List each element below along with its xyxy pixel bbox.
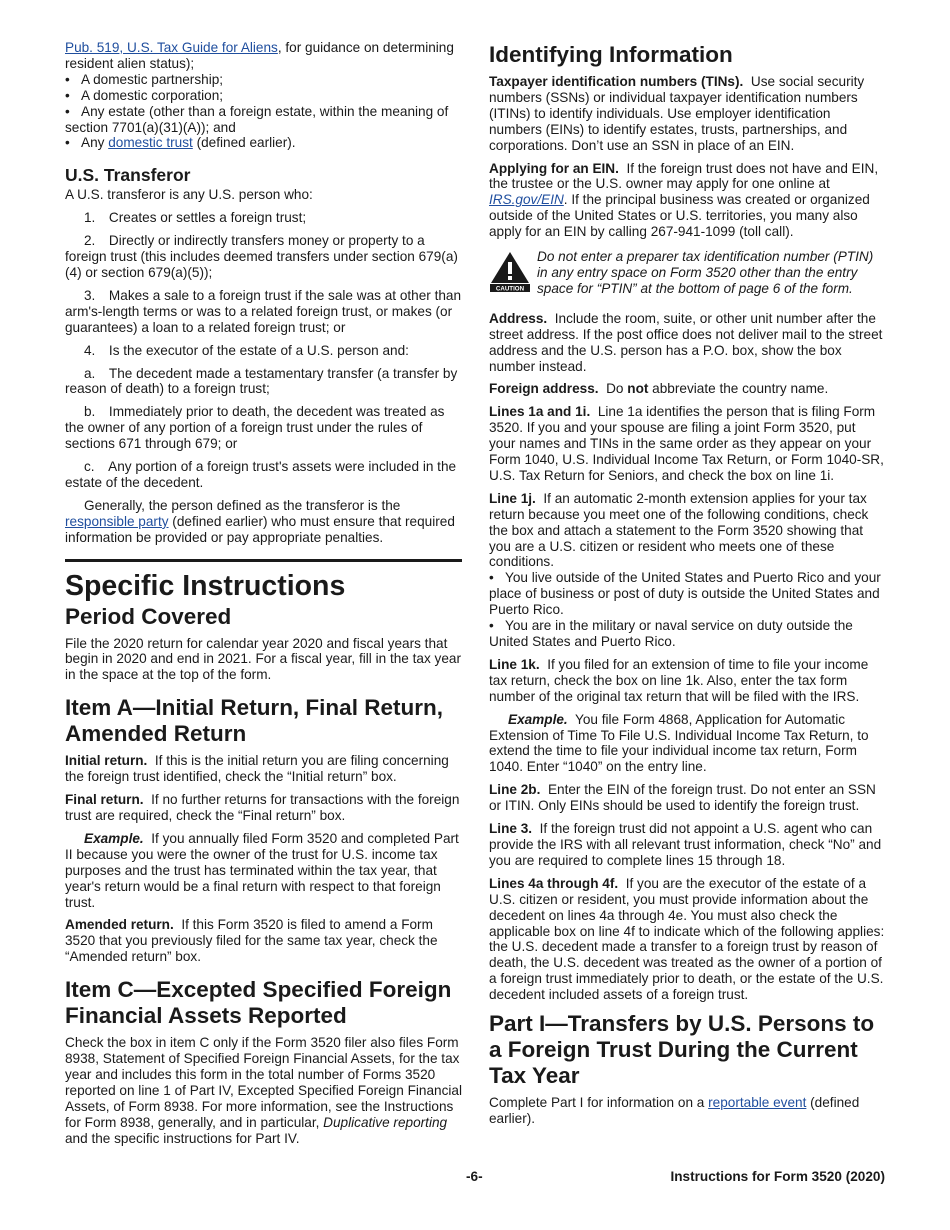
right-column <box>489 40 885 1127</box>
part-1-paragraph: Complete Part I for information on a reportable event (defined earlier). <box>489 1095 860 1126</box>
transferor-intro: A U.S. transferor is any U.S. person who: <box>65 187 313 203</box>
item-a-heading: Item A—Initial Return, Final Return, Amended Return <box>65 695 443 747</box>
foreign-address-paragraph: Foreign address. Do not abbreviate the country name. <box>489 381 829 397</box>
final-return-paragraph: Final return. If no further returns for transactions with the foreign trust are required, check the “Final return” box. <box>65 792 460 823</box>
address-paragraph: Address. Include the room, suite, or other unit number after the street address. If the post office does not deliver mail to the street address and the U.S. person has a P.O. box, show the box number instead. <box>489 310 883 374</box>
list-item: • You live outside of the United States and Puerto Rico and your place of business or post of duty is outside the United States and Puerto Rico. <box>489 570 885 618</box>
line-1j-paragraph: Line 1j. If an automatic 2-month extension applies for your tax return because you meet one of the following conditions, check the box and attach a statement to the Form 3520 showing that you are a U.S. citizen or resident who meets one of these conditions. <box>489 490 869 570</box>
specific-instructions-heading: Specific Instructions <box>65 569 346 602</box>
item-c-paragraph: Check the box in item C only if the Form 3520 filer also files Form 8938, Statement of Specified Foreign Financial Assets, for the tax year and includes this form in the total number of Forms 3520 reported on line 1 of Part IV, Excepted Specified Foreign Financial Assets, of Form 8938. For more information, see the Instructions for Form 8938, generally, and in particular, Duplicative reporting and the specific instructions for Part IV. <box>65 1035 462 1146</box>
list-item: b. Immediately prior to death, the decedent was treated as the owner of any portion of a foreign trust under the rules of sections 671 through 679; or <box>65 404 445 452</box>
us-transferor-heading: U.S. Transferor <box>65 165 191 186</box>
line-1k-paragraph: Line 1k. If you filed for an extension of time to file your income tax return, check the box on line 1k. Also, enter the tax form number of the original tax return that will be filed with the IRS. <box>489 656 869 704</box>
domestic-trust-link[interactable]: domestic trust <box>108 135 193 151</box>
initial-return-paragraph: Initial return. If this is the initial return you are filing concerning the foreign trust identified, check the “Initial return” box. <box>65 753 449 785</box>
generally-paragraph: Generally, the person defined as the transferor is the responsible party (defined earlier) who must ensure that required information be provided or pay appropriate penalties. <box>65 497 455 545</box>
reportable-event-link[interactable]: reportable event <box>708 1095 807 1111</box>
list-item: • You are in the military or naval service on duty outside the United States and Puerto Rico. <box>489 618 885 650</box>
caution-icon <box>489 250 533 297</box>
irs-ein-link[interactable]: IRS.gov/EIN <box>489 192 564 208</box>
page-number: -6- <box>466 1169 483 1184</box>
list-item: c. Any portion of a foreign trust's assets were included in the estate of the decedent. <box>65 459 457 490</box>
lines-4a-paragraph: Lines 4a through 4f. If you are the executor of the estate of a U.S. citizen or resident, you must provide information about the decedent on lines 4a through 4e. You must also check the applicable box on line 4f to indicate which of the following applies: the U.S. decedent made a transfer to a foreign trust by reason of death, the U.S. decedent was treated as the owner of a portion of a foreign trust immediately prior to death, or the estate of the U.S. decedent included assets of a foreign trust. <box>489 875 885 1003</box>
pub-519-link[interactable]: Pub. 519, U.S. Tax Guide for Aliens <box>65 40 278 55</box>
item-c-heading: Item C—Excepted Specified Foreign Financial Assets Reported <box>65 977 452 1029</box>
period-paragraph: File the 2020 return for calendar year 2020 and fiscal years that begin in 2020 and end in 2021. For a fiscal year, fill in the tax year in the space at the top of the form. <box>65 635 461 683</box>
lines-1a-paragraph: Lines 1a and 1i. Line 1a identifies the person that is filing Form 3520. If you and your spouse are filing a joint Form 3520, put your names and TINs in the same order as they appear on your Form 1040, U.S. Individual Income Tax Return, or Form 1040-SR, U.S. Tax Return for Seniors, and check the box on line 1i. <box>489 404 884 483</box>
line-2b-paragraph: Line 2b. Enter the EIN of the foreign trust. Do not enter an SSN or ITIN. Only EINs should be used to identify the foreign trust. <box>489 782 876 814</box>
caution-word: CAUTION <box>495 285 525 293</box>
form-title-footer: Instructions for Form 3520 (2020) <box>670 1169 885 1184</box>
caution-note <box>489 249 885 297</box>
list-item: • Any estate (other than a foreign estate, within the meaning of section 7701(a)(31)(A)); and <box>65 104 462 136</box>
example-paragraph: Example. You file Form 4868, Application for Automatic Extension of Time To File U.S. Individual Income Tax Return, to extend the time to file your individual income tax return, Form 1040. Enter “1040” on the entry line. <box>489 711 869 775</box>
identifying-information-heading: Identifying Information <box>489 42 733 67</box>
list-item: 3. Makes a sale to a foreign trust if the sale was at other than arm's-length terms or was to a related foreign trust, or makes (or guarantees) a loan to a related foreign trust; or <box>65 287 462 335</box>
section-divider <box>65 559 462 562</box>
responsible-party-link[interactable]: responsible party <box>65 513 169 529</box>
list-item: • Any domestic trust (defined earlier). <box>65 135 462 151</box>
list-item: a. The decedent made a testamentary transfer (a transfer by reason of death) to a foreign trust; <box>65 365 458 397</box>
period-covered-heading: Period Covered <box>65 603 232 629</box>
line-3-paragraph: Line 3. If the foreign trust did not appoint a U.S. agent who can provide the IRS with all relevant trust information, check “No” and you are required to complete lines 15 through 18. <box>489 821 882 868</box>
ein-paragraph: Applying for an EIN. If the foreign trust does not have and EIN, the trustee or the U.S. owner may apply for one online at IRS.gov/EIN. If the principal business was created or organized outside of the United States or U.S. territories, you many also apply for an EIN by calling 267-941-1099 (toll call). <box>489 160 879 240</box>
list-item: 4. Is the executor of the estate of a U.S. person and: <box>84 342 409 358</box>
list-item: 2. Directly or indirectly transfers money or property to a foreign trust (this includes deemed transfers under section 679(a)(4) or section 679(a)(5)); <box>65 233 458 280</box>
example-paragraph: Example. If you annually filed Form 3520 and completed Part II because you were the owner of the trust for U.S. income tax purposes and the trust has terminated within the tax year, that year's return would be a final return with respect to that foreign trust. <box>65 830 459 910</box>
list-item: • A domestic corporation; <box>65 88 462 104</box>
intro-paragraph: Pub. 519, U.S. Tax Guide for Aliens, for guidance on determining resident alien status); <box>65 40 454 71</box>
amended-return-paragraph: Amended return. If this Form 3520 is filed to amend a Form 3520 that you previously filed for the same tax year, check the “Amended return” box. <box>65 917 438 965</box>
caution-text: Do not enter a preparer tax identification number (PTIN) in any entry space on Form 3520 other than the entry space for “PTIN” at the bottom of page 6 of the form. <box>537 249 874 296</box>
part-1-heading: Part I—Transfers by U.S. Persons to a Foreign Trust During the Current Tax Year <box>489 1011 875 1089</box>
list-item: • A domestic partnership; <box>65 72 462 88</box>
tin-paragraph: Taxpayer identification numbers (TINs). Use social security numbers (SSNs) or individual taxpayer identification numbers (ITINs) to identify individuals. Use employer identification numbers (EINs) to identify estates, trusts, partnerships, and corporations. Don’t use an SSN in place of an EIN. <box>489 74 865 153</box>
list-item: 1. Creates or settles a foreign trust; <box>84 210 307 226</box>
left-column <box>65 40 462 1147</box>
